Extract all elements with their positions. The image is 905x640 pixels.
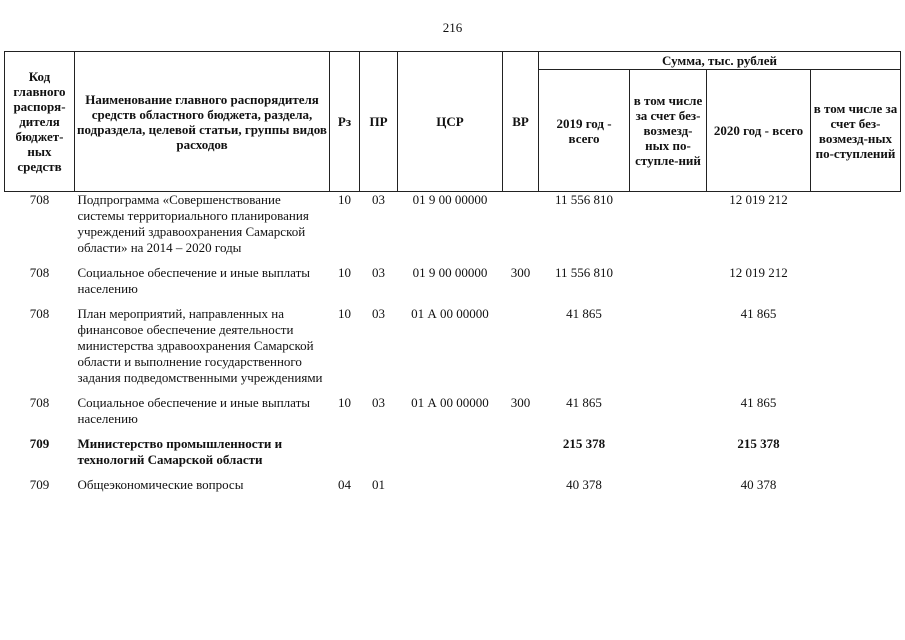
row-2019-free (630, 477, 707, 493)
row-vr (503, 306, 539, 386)
header-rz: Рз (330, 52, 360, 192)
row-csr: 01 А 00 00000 (411, 306, 489, 321)
row-2019-total: 11 556 810 (554, 192, 614, 207)
row-vr (503, 192, 539, 257)
row-rz (330, 436, 360, 468)
row-2020-total: 41 865 (740, 395, 777, 410)
row-pr (360, 436, 398, 468)
header-code: Код главного распоря-дителя бюджет-ных средств (5, 52, 75, 192)
header-2020-total: 2020 год - всего (707, 70, 811, 192)
row-csr: 01 А 00 00000 (411, 395, 489, 410)
row-2020-total: 41 865 (740, 306, 777, 321)
row-code: 708 (29, 265, 50, 280)
row-2020-total: 12 019 212 (729, 265, 788, 280)
header-2020-free: в том числе за счет без-возмезд-ных по-ступлений (811, 70, 901, 192)
row-2019-free (630, 436, 707, 468)
row-2019-total: 11 556 810 (554, 265, 614, 280)
row-code: 709 (29, 436, 50, 451)
row-name: Общеэкономические вопросы (77, 477, 244, 492)
row-pr: 03 (372, 192, 385, 207)
row-rz: 04 (338, 477, 351, 492)
row-2020-total: 215 378 (737, 436, 780, 451)
row-csr (398, 436, 503, 468)
row-code: 708 (29, 306, 50, 321)
row-2019-total: 41 865 (566, 306, 602, 321)
row-vr (503, 436, 539, 468)
row-spacer (5, 256, 901, 265)
table-body (5, 192, 901, 494)
row-2020-free (811, 477, 901, 493)
row-2020-total: 40 378 (740, 477, 777, 492)
row-csr: 01 9 00 00000 (412, 192, 488, 207)
row-2020-free (811, 265, 901, 297)
row-2019-free (630, 395, 707, 427)
row-2019-total: 40 378 (566, 477, 602, 492)
row-pr: 03 (372, 306, 385, 321)
row-vr: 300 (510, 265, 531, 280)
header-name: Наименование главного распорядителя средств областного бюджета, раздела, подраздела, целевой статьи, группы видов расходов (75, 52, 330, 192)
row-spacer (5, 297, 901, 306)
row-name: Социальное обеспечение и иные выплаты населению (77, 395, 311, 426)
budget-table (4, 51, 901, 493)
table-row (5, 265, 901, 297)
row-name: План мероприятий, направленных на финансовое обеспечение деятельности министерства здравоохранения Самарской области и выполнение государственного задания подведомственными учреждениями (77, 306, 323, 385)
row-name: Министерство промышленности и технологий Самарской области (77, 436, 283, 467)
row-2019-free (630, 306, 707, 386)
row-name: Социальное обеспечение и иные выплаты населению (77, 265, 311, 296)
row-2020-free (811, 306, 901, 386)
header-2019-total: 2019 год - всего (539, 70, 630, 192)
table-row (5, 395, 901, 427)
row-2019-total: 215 378 (562, 436, 606, 451)
header-2019-free: в том числе за счет без-возмезд-ных по-ступле-ний (630, 70, 707, 192)
row-rz: 10 (338, 395, 351, 410)
row-vr (503, 477, 539, 493)
header-pr: ПР (360, 52, 398, 192)
row-spacer-cell (5, 297, 901, 306)
row-spacer-cell (5, 386, 901, 395)
row-2019-free (630, 192, 707, 257)
header-csr: ЦСР (398, 52, 503, 192)
row-rz: 10 (338, 306, 351, 321)
row-spacer-cell (5, 427, 901, 436)
row-2020-free (811, 395, 901, 427)
row-rz: 10 (338, 265, 351, 280)
row-2019-free (630, 265, 707, 297)
row-2020-free (811, 436, 901, 468)
row-pr: 01 (372, 477, 385, 492)
row-pr: 03 (372, 265, 385, 280)
table-row (5, 306, 901, 386)
row-pr: 03 (372, 395, 385, 410)
row-spacer (5, 386, 901, 395)
header-vr: ВР (503, 52, 539, 192)
row-2019-total: 41 865 (566, 395, 602, 410)
row-spacer (5, 427, 901, 436)
row-spacer-cell (5, 468, 901, 477)
row-csr: 01 9 00 00000 (412, 265, 488, 280)
row-rz: 10 (338, 192, 351, 207)
row-name: Подпрограмма «Совершенствование системы территориального планирования учреждений здравоохранения Самарской области» на 2014 – 2020 годы (77, 192, 309, 255)
table-row (5, 477, 901, 493)
page-number: 216 (442, 20, 463, 35)
row-csr (398, 477, 503, 493)
row-code: 708 (29, 395, 50, 410)
table-row (5, 436, 901, 468)
row-vr: 300 (510, 395, 531, 410)
row-2020-free (811, 192, 901, 257)
row-spacer-cell (5, 256, 901, 265)
row-2020-total: 12 019 212 (729, 192, 788, 207)
row-code: 708 (29, 192, 50, 207)
header-sum-group: Сумма, тыс. рублей (539, 52, 901, 70)
row-spacer (5, 468, 901, 477)
table-row (5, 192, 901, 257)
row-code: 709 (29, 477, 50, 492)
table-header (5, 52, 901, 192)
